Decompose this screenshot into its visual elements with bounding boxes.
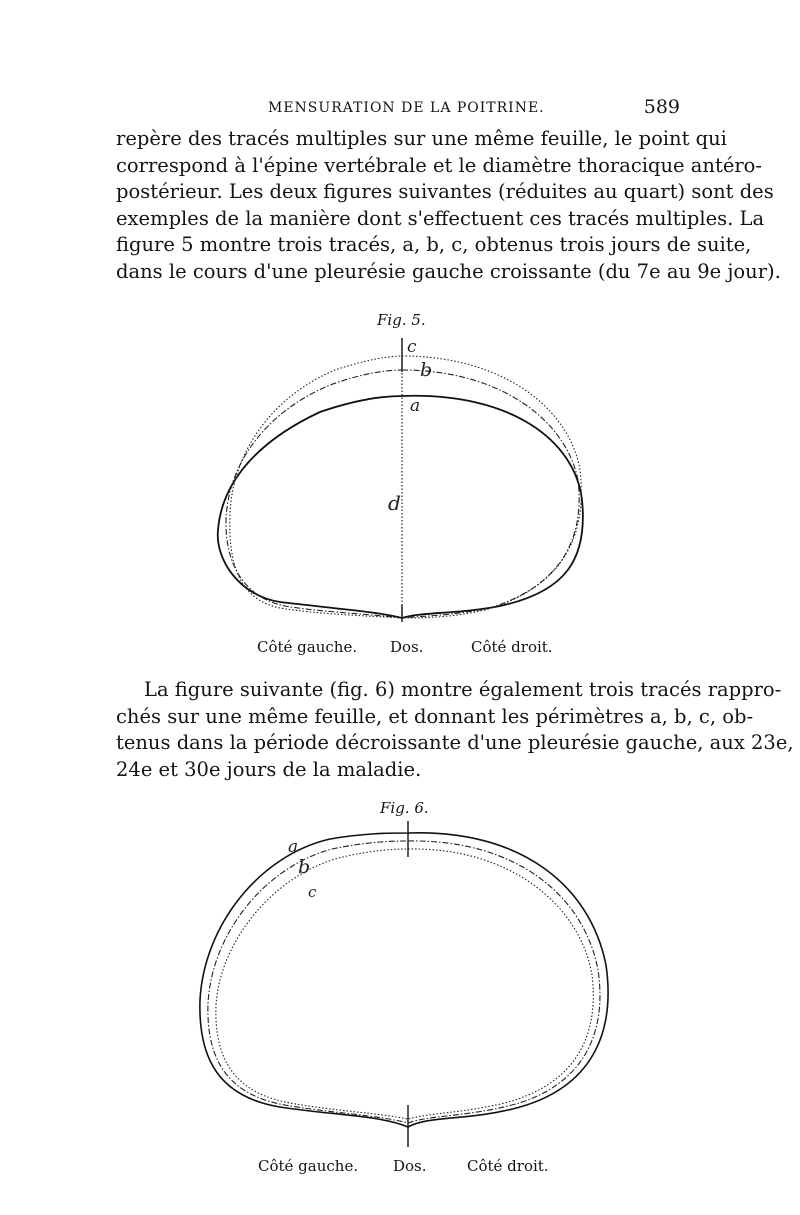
fig6-caption-right: Côté droit. <box>467 1157 549 1175</box>
fig6-curve-a <box>200 833 608 1127</box>
paragraph-2 <box>116 677 794 783</box>
figure-6-diagram <box>0 815 800 1160</box>
fig5-label-b: b <box>420 359 433 381</box>
text-line: exemples de la manière dont s'effectuent ces tracés multiples. La <box>116 206 765 230</box>
text-line: correspond à l'épine vertébrale et le diamètre thoracique antéro- <box>116 153 763 177</box>
fig5-label-c: c <box>407 337 417 357</box>
fig6-curve-c <box>216 849 593 1119</box>
text-line: chés sur une même feuille, et donnant les périmètres a, b, c, ob- <box>116 704 754 728</box>
fig5-label-a: a <box>410 396 421 416</box>
fig6-label-b: b <box>298 856 311 878</box>
fig5-caption-right: Côté droit. <box>471 638 553 656</box>
page-number: 589 <box>643 96 680 118</box>
running-title: MENSURATION DE LA POITRINE. <box>268 100 545 116</box>
fig6-label-a: a <box>288 837 299 857</box>
fig6-label-c: c <box>308 883 317 901</box>
fig5-caption-center: Dos. <box>390 638 424 656</box>
text-line: 24e et 30e jours de la maladie. <box>116 757 422 781</box>
fig6-curve-b <box>208 841 600 1123</box>
text-line: tenus dans la période décroissante d'une pleurésie gauche, aux 23e, <box>116 731 794 755</box>
figure-6-title: Fig. 6. <box>380 799 429 817</box>
text-line: La figure suivante (fig. 6) montre également trois tracés rappro- <box>144 678 782 701</box>
figure-5-title: Fig. 5. <box>377 311 426 329</box>
paragraph-1 <box>116 126 781 286</box>
fig6-caption-left: Côté gauche. <box>258 1157 359 1175</box>
text-line: postérieur. Les deux figures suivantes (réduites au quart) sont des <box>116 180 774 204</box>
fig5-caption-left: Côté gauche. <box>257 638 358 656</box>
text-line: figure 5 montre trois tracés, a, b, c, obtenus trois jours de suite, <box>116 233 752 257</box>
running-header <box>268 96 680 120</box>
fig6-caption-center: Dos. <box>393 1157 427 1175</box>
figure-5-diagram <box>0 330 800 660</box>
fig5-label-d: d <box>388 491 401 515</box>
text-line: dans le cours d'une pleurésie gauche croissante (du 7e au 9e jour). <box>116 259 781 283</box>
text-line: repère des tracés multiples sur une même feuille, le point qui <box>116 127 727 150</box>
